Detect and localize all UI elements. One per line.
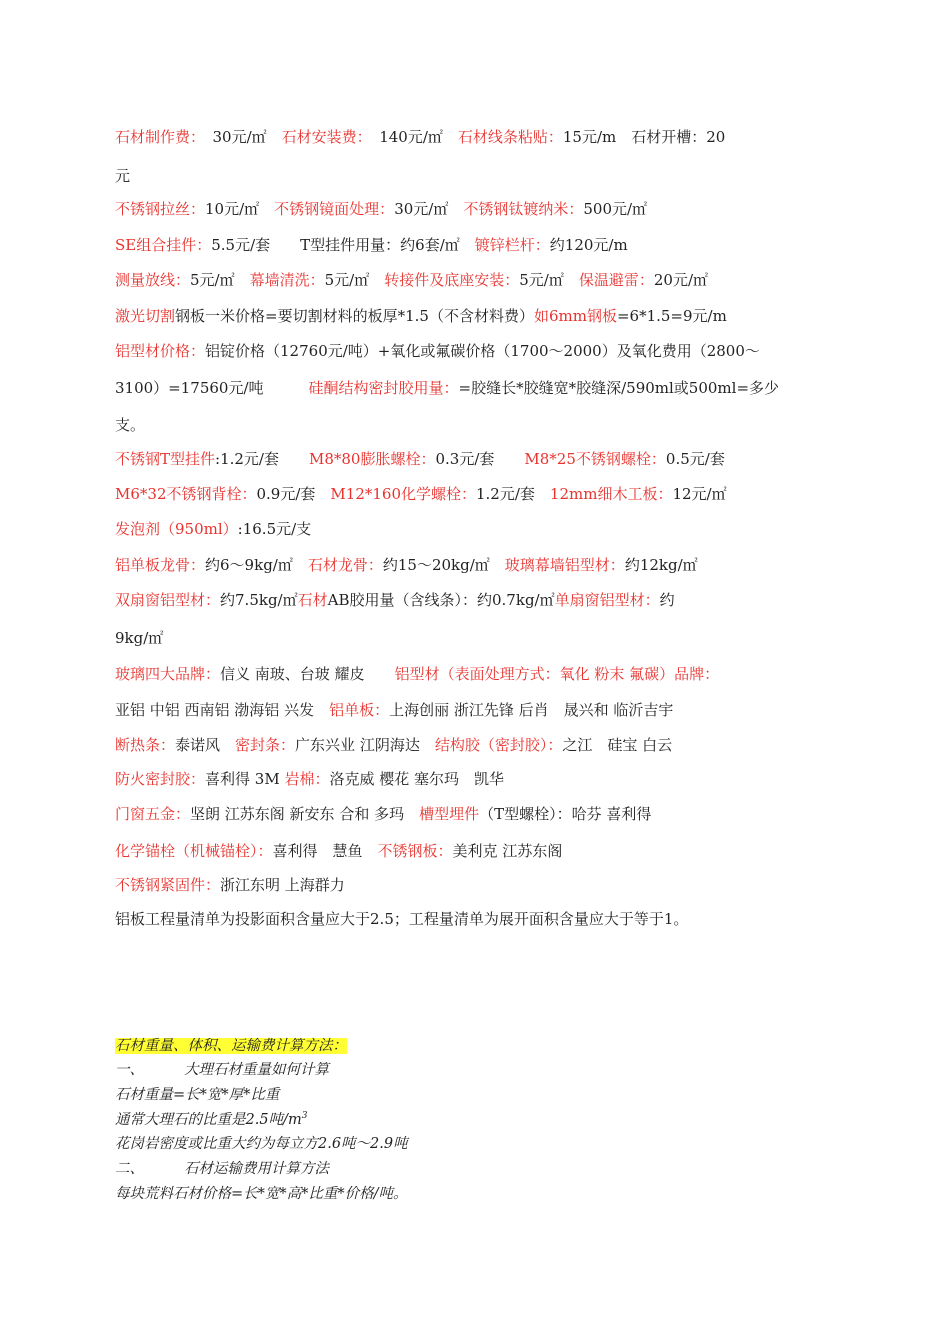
section-number: 二、 (115, 1161, 144, 1177)
text-line (115, 627, 163, 648)
text-line (115, 165, 130, 186)
item-label: 门窗五金： (115, 805, 191, 823)
item-label: SE组合挂件： (115, 236, 212, 254)
item-value: 0.5元/套 (665, 450, 725, 468)
text-line (115, 734, 672, 755)
section-title: 石材运输费用计算方法 (184, 1161, 329, 1177)
section-number: 一、 (115, 1062, 144, 1078)
item-value: 5元/㎡ (324, 271, 370, 289)
item-value: :1.2元/套 (215, 450, 279, 468)
stone-heading-highlight: 石材重量、体积、运输费计算方法： (115, 1038, 347, 1054)
item-value: 支。 (115, 416, 146, 434)
item-value: 约15～20kg/㎡ (382, 556, 490, 574)
text-line (115, 234, 628, 255)
item-label: 不锈钢拉丝： (115, 200, 206, 218)
item-value: 500元/㎡ (583, 200, 648, 218)
item-value: 0.9元/套 (256, 485, 316, 503)
item-value: （T型螺栓）：哈芬 喜利得 (479, 805, 652, 823)
item-value: 约12kg/㎡ (624, 556, 698, 574)
text-line (115, 518, 311, 539)
item-label: 断热条： (115, 736, 176, 754)
item-label: 铝型材（表面处理方式：氧化 粉末 氟碳）品牌： (364, 665, 720, 683)
stone-section-1 (115, 1058, 329, 1079)
item-label: 石材制作费： (115, 128, 198, 146)
item-label: 保温避雷： (563, 271, 654, 289)
text-line (115, 663, 719, 684)
item-label: 双扇窗铝型材： (115, 591, 221, 609)
item-value: 铝锭价格（12760元/吨）+氧化或氟碳价格（1700～2000）及氧化费用（2800～ (205, 342, 760, 360)
item-value: 美利克 江苏东阁 (452, 842, 563, 860)
stone-weight-formula: 石材重量=长*宽*厚*比重 (115, 1087, 280, 1103)
item-label: 不锈钢钛镀纳米： (448, 200, 584, 218)
item-value: 3100）=17560元/吨 (115, 379, 264, 397)
item-label: 铝型材价格： (115, 342, 206, 360)
item-value: 喜利得 3M (205, 770, 280, 788)
item-value: 元 (115, 167, 131, 185)
text-line (115, 554, 698, 575)
item-value: 约120元/m (549, 236, 628, 254)
cubic-superscript: 3 (301, 1111, 308, 1122)
item-label: 12mm细木工板： (534, 485, 673, 503)
item-value: 30元/㎡ (197, 128, 267, 146)
item-value: =胶缝长*胶缝宽*胶缝深/590ml或500ml=多少 (458, 379, 780, 397)
item-value: 9kg/㎡ (115, 629, 164, 647)
stone-section-2 (115, 1157, 329, 1178)
text-line (115, 840, 562, 861)
text-line (115, 198, 647, 219)
text-line (115, 768, 504, 789)
item-label: 岩棉： (279, 770, 330, 788)
item-value: 5.5元/套 (211, 236, 271, 254)
stone-heading (115, 1034, 347, 1055)
item-label: 密封条： (220, 736, 296, 754)
item-label: 槽型埋件 (404, 805, 480, 823)
item-label: 防火密封胶： (115, 770, 206, 788)
item-value: 约 (659, 591, 675, 609)
text-line (115, 803, 651, 824)
item-label: 激光切割 (115, 307, 176, 325)
item-value: 浙江东明 上海群力 (220, 876, 345, 894)
section-title: 大理石材重量如何计算 (184, 1062, 329, 1078)
item-label: 石材安装费： (266, 128, 365, 146)
item-value: 1.2元/套 (476, 485, 535, 503)
item-value: 0.3元/套 (435, 450, 495, 468)
item-value: 5元/㎡ (190, 271, 235, 289)
item-label: 玻璃幕墙铝型材： (489, 556, 625, 574)
text-line (115, 589, 675, 610)
block-price-formula: 每块荒料石材价格=长*宽*高*比重*价格/吨。 (115, 1186, 408, 1202)
item-label: 单扇窗铝型材： (554, 591, 660, 609)
text-line (115, 126, 725, 147)
item-label: 硅酮结构密封胶用量： (263, 379, 459, 397)
text-line (115, 483, 727, 504)
marble-density-text: 通常大理石的比重是2.5吨/m (115, 1112, 302, 1128)
item-value: 洛克威 樱花 塞尔玛 凯华 (329, 770, 505, 788)
text-line (115, 874, 345, 895)
item-value: 亚铝 中铝 西南铝 渤海铝 兴发 (115, 701, 315, 719)
item-label: 镀锌栏杆： (459, 236, 550, 254)
item-value: 钢板一米价格=要切割材料的板厚*1.5（不含材料费） (175, 307, 534, 325)
text-line (115, 377, 779, 398)
text-line (115, 448, 725, 469)
item-value: 坚朗 江苏东阁 新安东 合和 多玛 (190, 805, 405, 823)
text-line (115, 414, 145, 435)
item-value: T型挂件用量：约6套/㎡ (270, 236, 460, 254)
item-label: 石材 (297, 591, 328, 609)
item-value: 广东兴业 江阴海达 (295, 736, 420, 754)
item-value: 泰诺风 (175, 736, 221, 754)
item-value: 140元/㎡ (364, 128, 443, 146)
text-line (115, 340, 760, 361)
item-value: 约6～9kg/㎡ (205, 556, 293, 574)
item-label: M8*80膨胀螺栓： (278, 450, 436, 468)
marble-density (115, 1108, 307, 1129)
item-label: 测量放线： (115, 271, 191, 289)
text-line (115, 908, 688, 929)
item-value: 10元/㎡ (205, 200, 260, 218)
item-label: 铝单板龙骨： (115, 556, 206, 574)
item-value: 之江 硅宝 白云 (562, 736, 673, 754)
item-label: M8*25不锈钢螺栓： (494, 450, 666, 468)
item-value: 喜利得 慧鱼 (272, 842, 363, 860)
item-label: 化学锚栓（机械锚栓）： (115, 842, 273, 860)
item-label: 幕墙清洗： (234, 271, 325, 289)
item-label: M12*160化学螺栓： (315, 485, 476, 503)
item-label: 结构胶（密封胶）： (419, 736, 563, 754)
item-label: 石材龙骨： (292, 556, 383, 574)
item-label: 不锈钢镜面处理： (259, 200, 395, 218)
granite-density: 花岗岩密度或比重大约为每立方2.6吨～2.9吨 (115, 1136, 408, 1152)
item-value: 石材开槽：20 (616, 128, 726, 146)
item-value: 上海创丽 浙江先锋 后肖 晟兴和 临沂吉宇 (389, 701, 674, 719)
item-value: 信义 南玻、台玻 耀皮 (220, 665, 365, 683)
item-label: 不锈钢紧固件： (115, 876, 221, 894)
text-line (115, 699, 673, 720)
item-label: 石材线条粘贴： (442, 128, 563, 146)
item-label: 铝单板： (314, 701, 390, 719)
item-value: AB胶用量（含线条）：约0.7kg/㎡ (327, 591, 555, 609)
text-line (115, 269, 708, 290)
item-value: 铝板工程量清单为投影面积含量应大于2.5；工程量清单为展开面积含量应大于等于1。 (115, 910, 689, 928)
item-label: 不锈钢板： (362, 842, 453, 860)
item-label: 不锈钢T型挂件 (115, 450, 216, 468)
item-value: 30元/㎡ (394, 200, 449, 218)
item-value: :16.5元/支 (237, 520, 312, 538)
item-value: 15元/m (562, 128, 617, 146)
item-value: 约7.5kg/㎡ (220, 591, 298, 609)
item-label: 玻璃四大品牌： (115, 665, 221, 683)
item-label: 发泡剂（950ml） (115, 520, 238, 538)
item-label: 转接件及底座安装： (369, 271, 520, 289)
item-value: 20元/㎡ (653, 271, 709, 289)
item-value: 5元/㎡ (519, 271, 564, 289)
item-label: M6*32不锈钢背栓： (115, 485, 257, 503)
text-line (115, 305, 727, 326)
item-value: 12元/㎡ (672, 485, 727, 503)
item-value: =6*1.5=9元/m (616, 307, 727, 325)
item-label: 如6mm钢板 (533, 307, 617, 325)
